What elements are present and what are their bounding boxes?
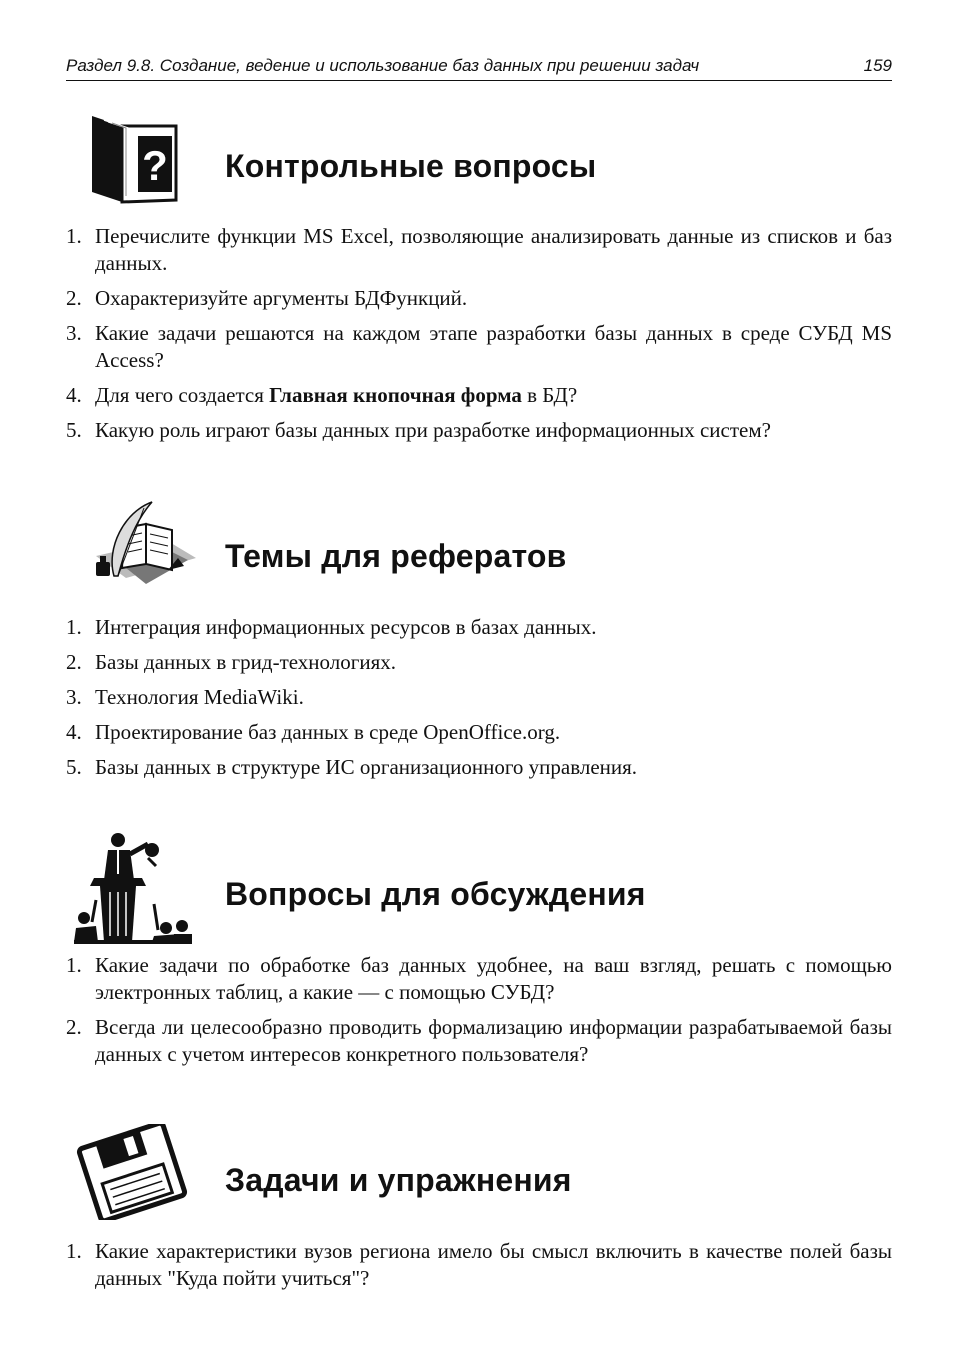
section-title-exercises: Задачи и упражнения (225, 1162, 572, 1198)
control-questions-list (66, 223, 892, 452)
speaker-audience-icon (74, 830, 192, 949)
running-title: Раздел 9.8. Создание, ведение и использование баз данных при решении задач (66, 56, 700, 75)
list-item: 1. Какие характеристики вузов региона имело бы смысл включить в качестве полей базы данных "Куда пойти учиться"? (66, 1239, 892, 1290)
list-item: 4. Проектирование баз данных в среде OpenOffice.org. (66, 720, 561, 744)
discussion-questions-list (66, 952, 892, 1076)
section-title-control: Контрольные вопросы (225, 148, 597, 184)
list-item: 1. Интеграция информационных ресурсов в базах данных. (66, 615, 597, 639)
list-item: 3. Технология MediaWiki. (66, 685, 304, 709)
essay-topics-list (66, 614, 892, 789)
list-item: 1. Перечислите функции MS Excel, позволяющие анализировать данные из списков и баз данных. (66, 224, 892, 275)
list-item: 4. Для чего создается Главная кнопочная форма в БД? (66, 383, 578, 407)
page-number: 159 (863, 56, 892, 75)
floppy-disk-icon (74, 1124, 190, 1225)
running-header (66, 56, 892, 81)
list-item: 2. Базы данных в грид-технологиях. (66, 650, 396, 674)
list-item: 3. Какие задачи решаются на каждом этапе разработки базы данных в среде СУБД MS Access? (66, 321, 892, 372)
list-item: 5. Какую роль играют базы данных при разработке информационных систем? (66, 418, 771, 442)
quill-book-icon (76, 498, 212, 599)
section-title-discussion: Вопросы для обсуждения (225, 876, 646, 912)
list-item: 1. Какие задачи по обработке баз данных удобнее, на ваш взгляд, решать с помощью электронных таблиц, а какие — с помощью СУБД? (66, 953, 892, 1004)
list-item: 5. Базы данных в структуре ИС организационного управления. (66, 755, 638, 779)
section-title-essays: Темы для рефератов (225, 538, 567, 574)
list-item: 2. Охарактеризуйте аргументы БДФункций. (66, 286, 468, 310)
book-question-icon (86, 110, 182, 209)
exercises-list (66, 1238, 892, 1300)
list-item: 2. Всегда ли целесообразно проводить формализацию информации разрабатываемой базы данных с учетом интересов конкретного пользователя? (66, 1015, 892, 1066)
svg-text:?: ? (142, 142, 168, 189)
